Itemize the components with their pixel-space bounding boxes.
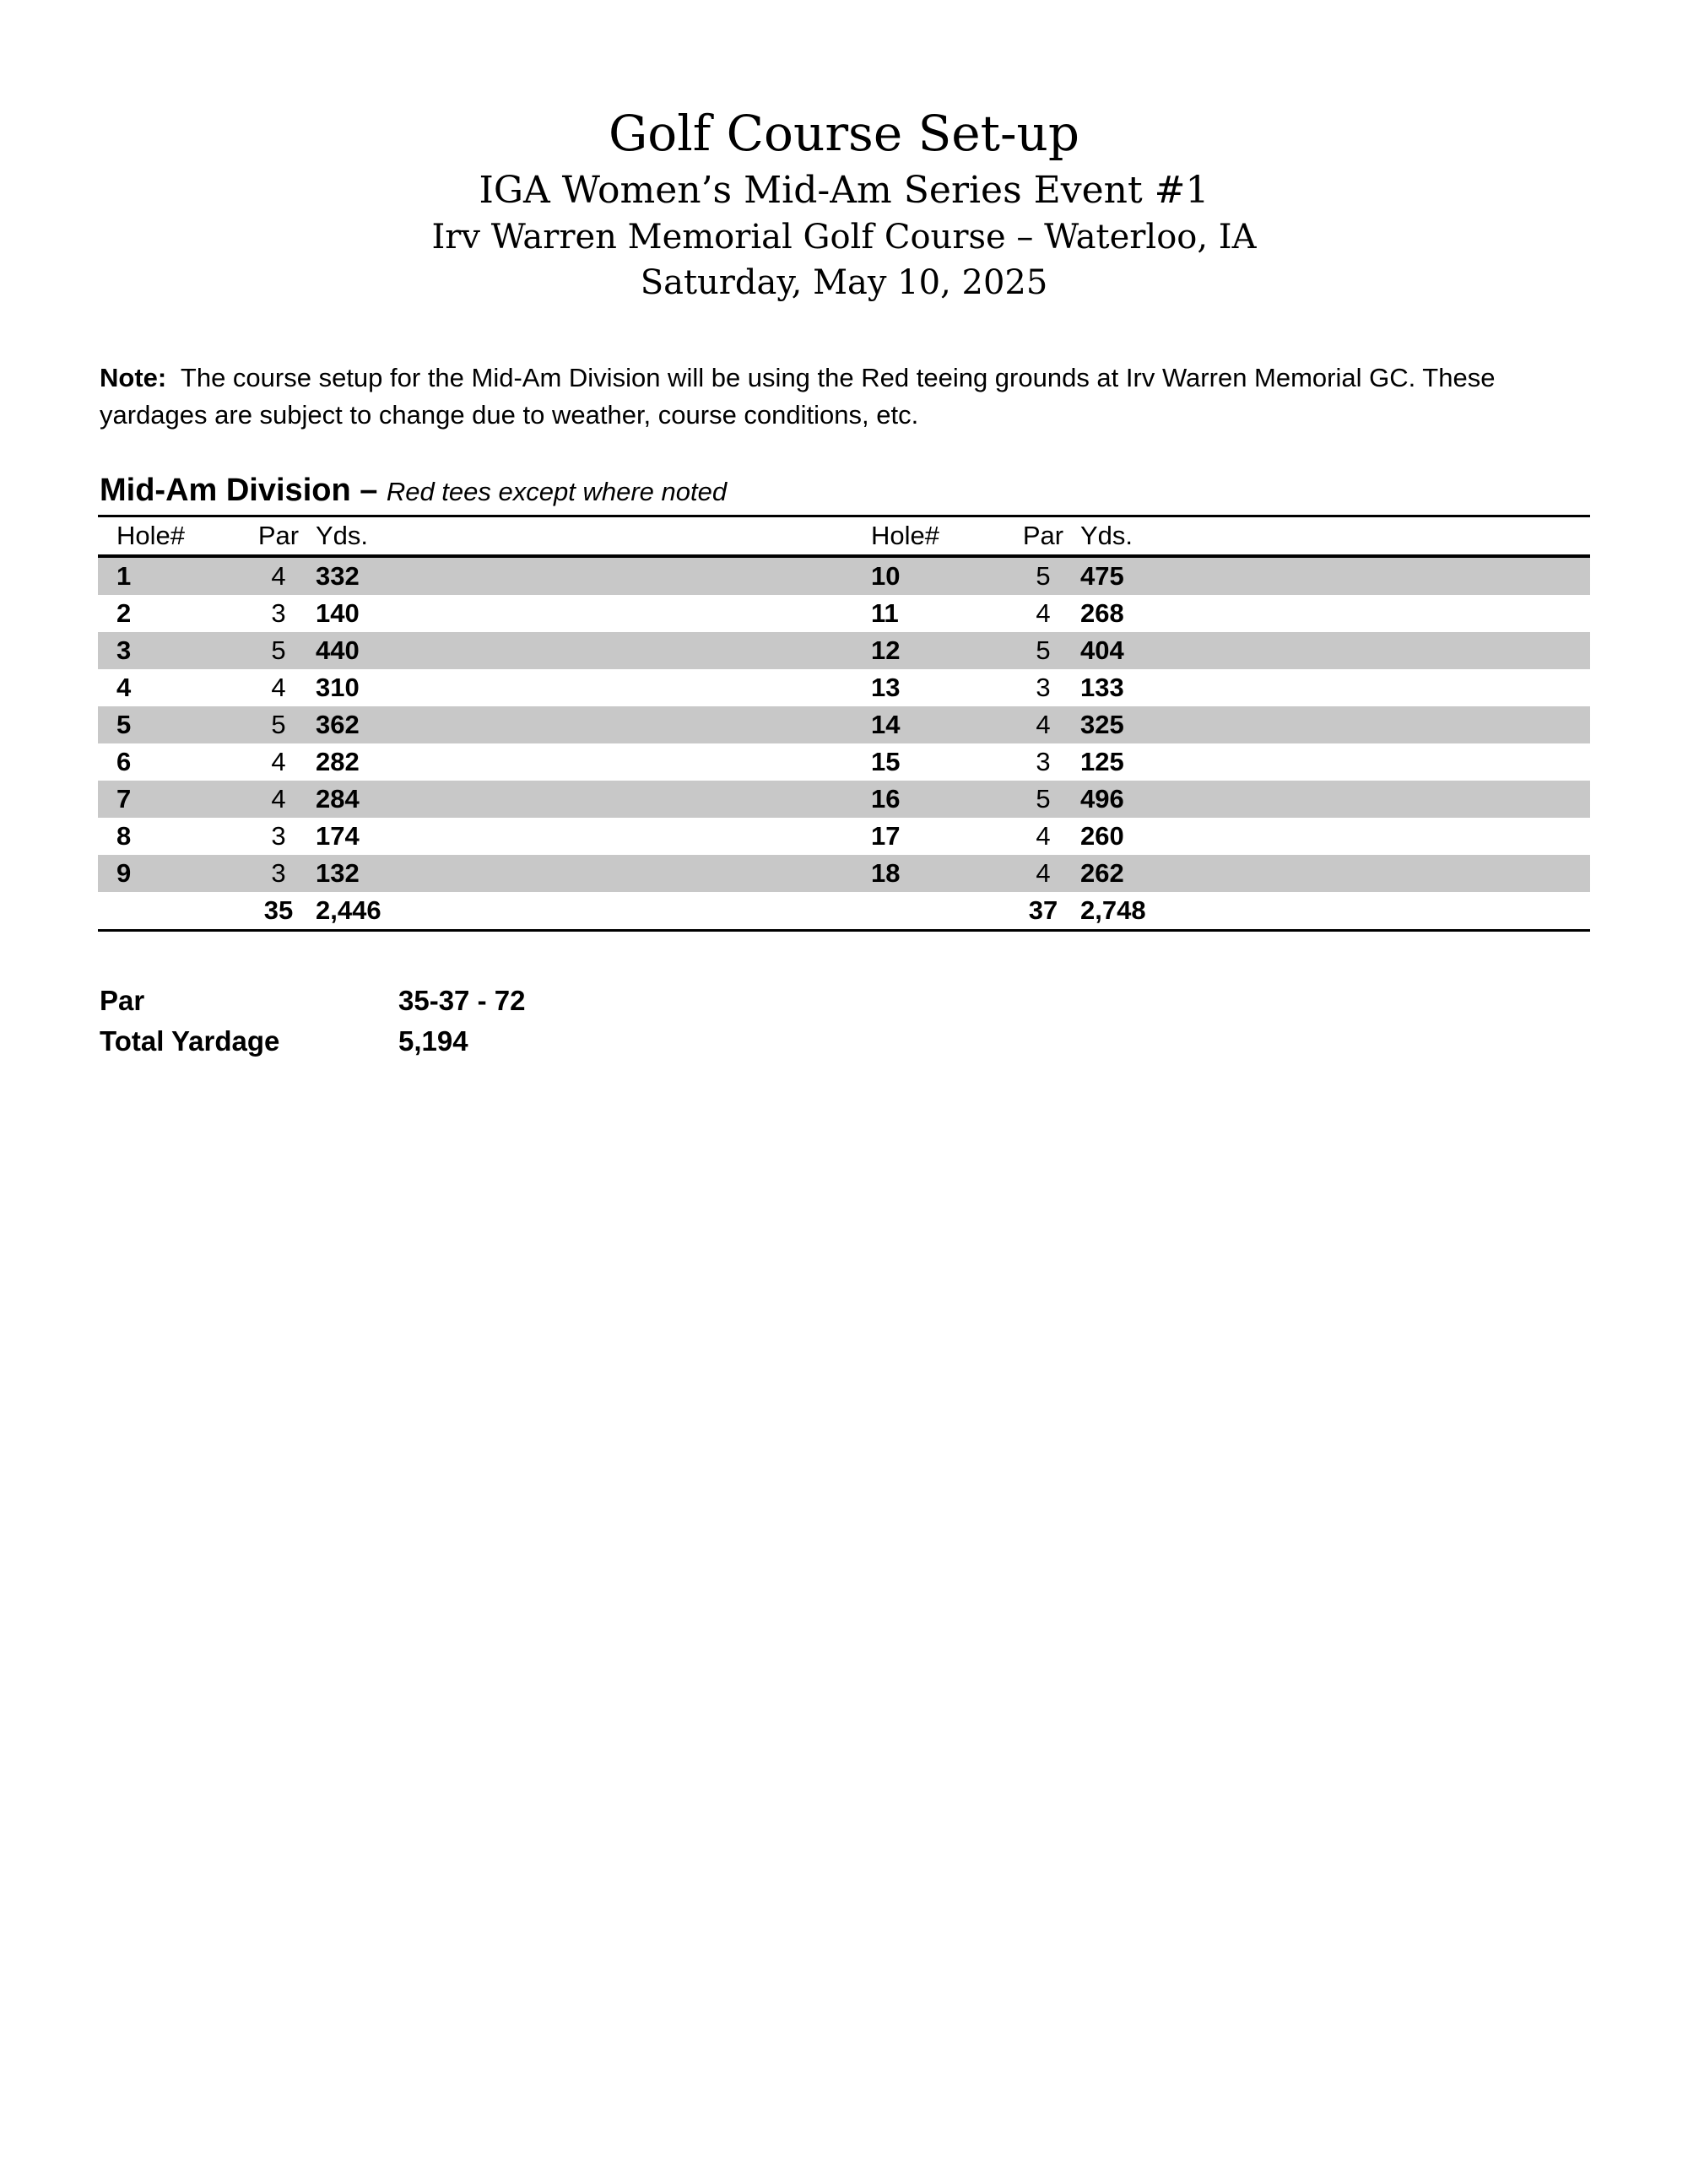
back-par-total: 37 bbox=[1028, 895, 1058, 925]
hole-par: 5 bbox=[1036, 784, 1051, 814]
document-header bbox=[0, 100, 1688, 305]
yardage-value: 5,194 bbox=[398, 1025, 468, 1057]
note-text: The course setup for the Mid-Am Division will be using the Red teeing grounds at Irv Warren Memorial GC. These yardages are subject to change due to weather, course conditions, etc. bbox=[100, 363, 1496, 430]
hole-yardage: 496 bbox=[1080, 784, 1124, 814]
hole-number: 16 bbox=[871, 784, 901, 814]
hole-yardage: 132 bbox=[316, 858, 360, 888]
division-title: Mid-Am Division – bbox=[100, 473, 378, 508]
hole-yardage: 140 bbox=[316, 598, 360, 628]
setup-note bbox=[100, 359, 1602, 434]
front-yardage-total: 2,446 bbox=[316, 895, 381, 925]
hole-yardage: 268 bbox=[1080, 598, 1124, 628]
hole-par: 5 bbox=[1036, 561, 1051, 591]
table-row bbox=[98, 818, 1590, 855]
header-par-back: Par bbox=[1022, 521, 1064, 550]
hole-number: 11 bbox=[871, 598, 899, 628]
table-row bbox=[98, 781, 1590, 818]
hole-yardage: 325 bbox=[1080, 710, 1124, 739]
hole-number: 6 bbox=[116, 747, 132, 776]
header-hole-front: Hole# bbox=[116, 521, 185, 550]
hole-number: 13 bbox=[871, 673, 901, 702]
hole-yardage: 362 bbox=[316, 710, 360, 739]
hole-yardage: 310 bbox=[316, 673, 360, 702]
hole-number: 5 bbox=[116, 710, 132, 739]
hole-par: 4 bbox=[1036, 858, 1051, 888]
note-label: Note: bbox=[100, 363, 167, 392]
header-hole-back: Hole# bbox=[871, 521, 939, 550]
hole-yardage: 475 bbox=[1080, 561, 1124, 591]
par-value: 35-37 - 72 bbox=[398, 985, 526, 1016]
hole-par: 4 bbox=[1036, 710, 1051, 739]
table-row bbox=[98, 632, 1590, 669]
hole-number: 4 bbox=[116, 673, 132, 702]
hole-number: 17 bbox=[871, 821, 901, 851]
front-par-total: 35 bbox=[263, 895, 294, 925]
hole-par: 3 bbox=[271, 821, 286, 851]
hole-number: 7 bbox=[116, 784, 132, 814]
course-name: Irv Warren Memorial Golf Course – Waterloo, IA bbox=[431, 218, 1257, 257]
table-row bbox=[98, 706, 1590, 743]
division-subtitle: Red tees except where noted bbox=[386, 477, 728, 506]
hole-yardage: 262 bbox=[1080, 858, 1124, 888]
hole-par: 3 bbox=[1036, 747, 1051, 776]
hole-number: 12 bbox=[871, 635, 901, 665]
hole-number: 9 bbox=[116, 858, 132, 888]
hole-par: 5 bbox=[271, 635, 286, 665]
hole-par: 3 bbox=[271, 858, 286, 888]
hole-yardage: 284 bbox=[316, 784, 360, 814]
hole-par: 3 bbox=[1036, 673, 1051, 702]
hole-par: 5 bbox=[271, 710, 286, 739]
hole-yardage: 404 bbox=[1080, 635, 1124, 665]
back-yardage-total: 2,748 bbox=[1080, 895, 1146, 925]
hole-yardage: 125 bbox=[1080, 747, 1124, 776]
hole-number: 1 bbox=[116, 561, 132, 591]
table-row bbox=[98, 743, 1590, 781]
hole-yardage: 440 bbox=[316, 635, 360, 665]
hole-yardage: 282 bbox=[316, 747, 360, 776]
header-yds-back: Yds. bbox=[1080, 521, 1133, 550]
hole-par: 4 bbox=[271, 561, 286, 591]
hole-number: 14 bbox=[871, 710, 901, 739]
hole-number: 3 bbox=[116, 635, 132, 665]
hole-par: 4 bbox=[271, 747, 286, 776]
par-label: Par bbox=[100, 985, 145, 1016]
table-row bbox=[98, 855, 1590, 892]
yardage-label: Total Yardage bbox=[100, 1025, 280, 1057]
hole-par: 4 bbox=[1036, 598, 1051, 628]
hole-yardage: 133 bbox=[1080, 673, 1124, 702]
header-par-front: Par bbox=[257, 521, 300, 550]
hole-number: 8 bbox=[116, 821, 132, 851]
hole-number: 2 bbox=[116, 598, 132, 628]
hole-number: 15 bbox=[871, 747, 901, 776]
table-row bbox=[98, 556, 1590, 595]
scorecard-table bbox=[98, 515, 1590, 932]
hole-par: 4 bbox=[1036, 821, 1051, 851]
hole-par: 3 bbox=[271, 598, 286, 628]
hole-yardage: 332 bbox=[316, 561, 360, 591]
table-header-row bbox=[98, 516, 1590, 557]
hole-par: 4 bbox=[271, 673, 286, 702]
division-heading bbox=[100, 473, 1588, 509]
hole-number: 18 bbox=[871, 858, 901, 888]
hole-yardage: 260 bbox=[1080, 821, 1124, 851]
table-row bbox=[98, 595, 1590, 632]
totals-row bbox=[98, 892, 1590, 931]
header-yds-front: Yds. bbox=[316, 521, 369, 550]
page-title: Golf Course Set-up bbox=[608, 105, 1080, 162]
hole-yardage: 174 bbox=[316, 821, 360, 851]
hole-par: 4 bbox=[271, 784, 286, 814]
event-date: Saturday, May 10, 2025 bbox=[640, 263, 1048, 302]
event-name: IGA Women’s Mid-Am Series Event #1 bbox=[479, 169, 1209, 212]
hole-par: 5 bbox=[1036, 635, 1051, 665]
hole-number: 10 bbox=[871, 561, 901, 591]
table-row bbox=[98, 669, 1590, 706]
